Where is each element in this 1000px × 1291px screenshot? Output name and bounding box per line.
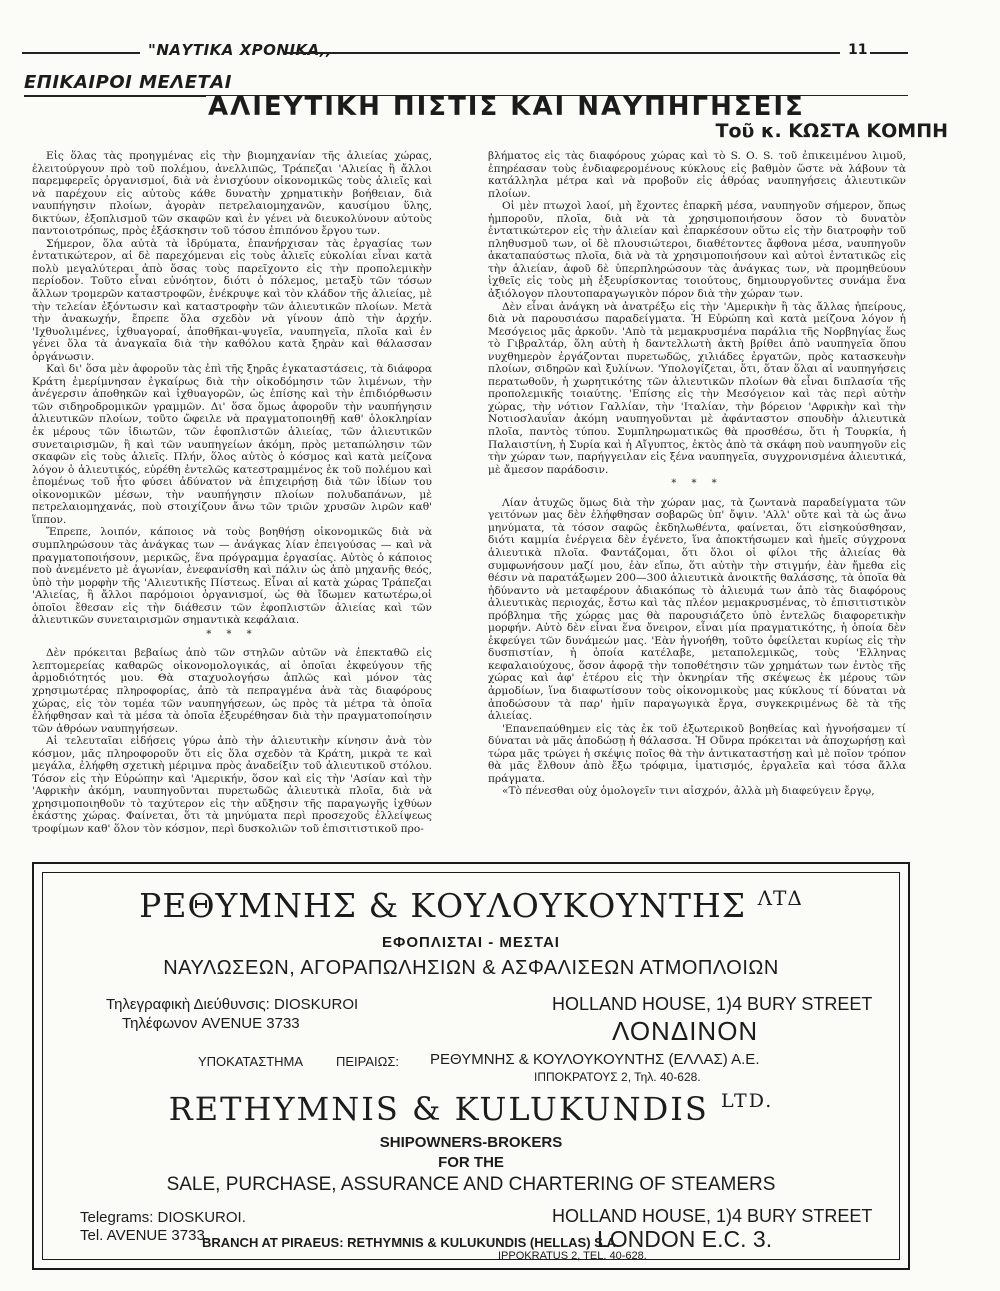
ad-greek-subtitle: ΕΦΟΠΛΙΣΤΑΙ - ΜΕΣΤΑΙ [382, 934, 560, 951]
page-number: 11 [848, 42, 868, 58]
article-byline: Τοῦ κ. ΚΩΣΤΑ ΚΟΜΠΗ [715, 120, 948, 142]
article-title: ΑΛΙΕΥΤΙΚΗ ΠΙΣΤΙΣ ΚΑΙ ΝΑΥΠΗΓΗΣΕΙΣ [208, 92, 805, 122]
header-rule-right [285, 52, 840, 54]
section-underline [24, 95, 206, 97]
ad-greek-company-suffix: ΛΤΔ [757, 886, 803, 910]
ad-english-branch-address-line: IPPOKRATUS 2, TEL. 40-628. [498, 1250, 647, 1262]
ad-greek-company-line [34, 886, 908, 925]
ad-english-branch-line: BRANCH AT PIRAEUS: RETHYMNIS & KULUKUNDIS (HELLAS) S.A. [202, 1235, 620, 1250]
ad-greek-branch-city: ΠΕΙΡΑΙΩΣ: [336, 1054, 400, 1069]
paragraph: Ἔπρεπε, λοιπόν, κάποιος νὰ τοὺς βοηθήσῃ οἰκονομικῶς διὰ νὰ συμπληρώσουν τὰς ἀνάγκας των — ἀνάγκας λίαν ἐπειγούσας — καὶ νὰ πραγματοποιήσουν, μερικῶς, ἕνα πρόγραμμα ἐργασίας. Αὐτὸς ὁ κάποιος ποὺ ἀνεμένετο μὲ ἀγωνίαν, ἐνεφανίσθη καὶ πάλιν ὡς ἀπὸ μηχανῆς θεός, ὑπὸ τὴν μορφὴν τῆς 'Αλιευτικῆς Πίστεως. Εἶναι αἱ κατὰ χώρας Τράπεζαι 'Αλιείας, ἢ ἄλλοι παρόμοιοι ὀργανισμοί, ὡς θὰ ἴδωμεν κατωτέρω,οἱ ὁποῖοι ἔθεσαν εἰς τὴν διάθεσιν τῶν ἐφοπλιστῶν ἁλιείας καὶ τῶν ἁλιευτικῶν συνεταιρισμῶν σημαντικὰ κεφάλαια. [32, 526, 432, 627]
ad-english-company: RETHYMNIS & KULUKUNDIS [168, 1090, 709, 1128]
paragraph: Εἰς ὅλας τὰς προηγμένας εἰς τὴν βιομηχανίαν τῆς ἁλιείας χώρας, ἐλειτούργουν πρὸ τοῦ πολέμου, ἀνελλιπῶς, Τράπεζαι 'Αλιείας ἢ ἄλλοι παρεμφερεῖς ὀργανισμοί, διὰ νὰ ἐνισχύουν οἰκονομικῶς τοὺς ἁλιεῖς καὶ νὰ παρέχουν εἰς αὐτοὺς κάθε δυνατὴν χρηματικὴν βοήθειαν, διὰ ναυπήγησιν πλοίων, ἀγορὰν πετρελαιομηχανῶν, καυσίμου ὕλης, δικτύων, ἐξοπλισμοῦ τῶν σκαφῶν καὶ ἐν γένει νὰ διευκολύνουν αὐτοὺς παντοιοτρόπως, πρὸς ἐξάσκησιν τοῦ τόσου ἐπιπόνου ἔργου των. [32, 150, 432, 238]
paragraph: Οἱ μὲν πτωχοὶ λαοί, μὴ ἔχοντες ἐπαρκῆ μέσα, ναυπηγοῦν σήμερον, ὅπως ἠμποροῦν, πλοῖα, διὰ νὰ τὰ χρησιμοποιήσουν ὅσον τὸ δυνατὸν ἐντατικώτερον εἰς τὴν ἁλιείαν καὶ ἐπαρκέσουν οὕτω εἰς τὴν διατροφὴν τοῦ πληθυσμοῦ των, οἱ δὲ πλουσιώτεροι, διαθέτοντες ἄφθονα μέσα, ναυπηγοῦν ἀκαταπαύστως πλοῖα, διὰ νὰ τὰ χρησιμοποιήσουν καὶ αὐτοὶ ἐντατικῶς εἰς τὴν ἁλιείαν, ἀφοῦ δὲ ὑπερπληρώσουν τὰς ἀνάγκας των, νὰ προμηθεύουν ἰχθεῖς εἰς τοὺς μὴ ἐξευρίσκοντας τοιούτους, δημιουργοῦντες συνάμα ἕνα ἀξιόλογον πλουτοπαραγωγικὸν πόρον διὰ τὴν χώραν των. [488, 200, 906, 301]
ad-greek-services: ΝΑΥΛΩΣΕΩΝ, ΑΓΟΡΑΠΩΛΗΣΙΩΝ & ΑΣΦΑΛΙΣΕΩΝ ΑΤΜΟΠΛΟΙΩΝ [163, 957, 779, 979]
paragraph: 'Επανεπαύθημεν εἰς τὰς ἐκ τοῦ ἐξωτερικοῦ βοηθείας καὶ ἠγνοήσαμεν τί δύναται νὰ μᾶς ἀποδώσῃ ἡ θάλασσα. Ἡ Οὔνρα πρόκειται νὰ ἀποχωρήσῃ καὶ τώρα μᾶς τρώγει ἡ σκέψις ποῖος θὰ τὴν ἀντικαταστήσῃ καὶ μὲ ποῖον τρόπον θὰ μᾶς ἔλθουν ἀπὸ ἔξω τρόφιμα, ἱματισμός, ἐργαλεῖα καὶ τόσα ἄλλα πράγματα. [488, 722, 906, 785]
ad-english-city: LONDON E.C. 3. [597, 1226, 773, 1252]
ad-greek-company: ΡΕΘΥΜΝΗΣ & ΚΟΥΛΟΥΚΟΥΝΤΗΣ [139, 886, 747, 925]
ad-english-address: HOLLAND HOUSE, 1)4 BURY STREET [552, 1206, 873, 1226]
paragraph: Καὶ δι' ὅσα μὲν ἀφοροῦν τὰς ἐπὶ τῆς ξηρᾶς ἐγκαταστάσεις, τὰ διάφορα Κράτη ἐμερίμνησαν ἐγκαίρως διὰ τὴν οἰκοδόμησιν τῶν λιμένων, τὴν ἀνέγερσιν ἀποθηκῶν καὶ ἰχθυαγορῶν, ὡς ἐπίσης καὶ τὴν ἐπιδιόρθωσιν τῶν σιδηροδρομικῶν γραμμῶν. Δι' ὅσα ὅμως ἀφοροῦν τὴν ναυπήγησιν ἁλιευτικῶν πλοίων, τοῦτο ὤφειλε νὰ πραγματοποιηθῇ καθ' ὁλοκληρίαν ἐκ μέρους τῶν ἰδιωτῶν, τῶν ἐφοπλιστῶν ἁλιείας, τῶν ἁλιευτικῶν συνεταιρισμῶν, ἢ καὶ τῶν ναυπηγείων ἀκόμη, πρὸς μεταπώλησιν τῶν σκαφῶν εἰς τοὺς ἁλιεῖς. Πλήν, ὅλος αὐτὸς ὁ κόσμος καὶ κατὰ μείζονα λόγον ὁ ἁλιευτικός, εὑρέθη ἐντελῶς κατεστραμμένος ἐκ τοῦ πολέμου καὶ ἑπομένως τοῦ ἦτο φύσει ἀδύνατον νὰ ἐπιχειρήσῃ διὰ τῶν ἰδίων του οἰκονομικῶν μέσων, τὴν ναυπήγησιν πλοίων πολυδαπάνων, μὲ πετρελαιομηχανάς, ποὺ στοιχίζουν ἄνω τῶν τριῶν χρυσῶν λιρῶν καθ' ἵππον. [32, 363, 432, 526]
section-label: ΕΠΙΚΑΙΡΟΙ ΜΕΛΕΤΑΙ [24, 72, 232, 93]
header-rule-end [870, 52, 908, 54]
paragraph: Δὲν πρόκειται βεβαίως ἀπὸ τῶν στηλῶν αὐτῶν νὰ ἐπεκταθῶ εἰς λεπτομερείας καθαρῶς οἰκονομολογικάς, αἱ ὁποῖαι ἐκφεύγουν τῆς ἁρμοδιότητός μου. Θὰ σταχυολογήσω ἁπλῶς καὶ μόνον τὰς χρησιμωτέρας πληροφορίας, ἀπὸ τὰ πεπραγμένα ἀνὰ τὰς διαφόρους χώρας, εἰς τὸν τομέα τῶν ναυπηγήσεων, ὡς πρὸς τὰ μέτρα τὰ ὁποῖα ἐλήφθησαν καὶ τὰ μέσα τὰ ὁποῖα ἐξευρέθησαν διὰ τὴν πραγματοποίησιν τῶν ἀθρόων ναυπηγήσεων. [32, 647, 432, 735]
ad-greek-city: ΛΟΝΔΙΝΟΝ [612, 1016, 759, 1046]
section-separator: * * * [671, 478, 723, 490]
header-rule-left [22, 52, 140, 54]
paragraph: βλήματος εἰς τὰς διαφόρους χώρας καὶ τὸ S. Ο. S. τοῦ ἐπικειμένου λιμοῦ, ἐπηρέασαν τοὺς ἐνδιαφερομένους κύκλους εἰς βαθμὸν ὥστε νὰ λάβουν τὰ κατάλληλα μέτρα καὶ νὰ προβοῦν εἰς ἀθρόας ναυπηγήσεις ἁλιευτικῶν πλοίων. [488, 150, 906, 200]
article-right-column [488, 150, 906, 798]
ad-greek-phone: Τηλέφωνον AVENUE 3733 [122, 1015, 300, 1032]
ad-english-company-suffix: LTD. [720, 1090, 774, 1112]
ad-english-subtitle: SHIPOWNERS-BROKERS [379, 1134, 563, 1151]
ad-english-telegrams: Telegrams: DIOSKUROI. [80, 1209, 246, 1226]
ad-greek-telegraph: Τηλεγραφικὴ Διεύθυνσις: DIOSKUROI [106, 996, 359, 1013]
paragraph: Δὲν εἶναι ἀνάγκη νὰ ἀνατρέξω εἰς τὴν 'Αμερικὴν ἢ τὰς ἄλλας ἠπείρους, διὰ νὰ παρουσιάσω παραδείγματα. Ἡ Εὐρώπη καὶ κατὰ μείζονα λόγον ἡ Μεσόγειος μᾶς ἀρκοῦν. 'Απὸ τὰ μεμακρυσμένα παράλια τῆς Νορβηγίας ἕως τὸ Γιβραλτάρ, ὅλη αὐτὴ ἡ δαντελλωτὴ ἀκτὴ βρίθει ἀπὸ ναυπηγεῖα ὅπου νυχθημερὸν ἐργάζονται πυρετωδῶς, χιλιάδες ἐργατῶν, πρὸς κατασκευὴν πλοίων, σιδηρῶν καὶ ξυλίνων. 'Υπολογίζεται, ὅτι, ὅταν ὅλαι αἱ ναυπηγήσεις περατωθοῦν, ἡ χωρητικότης τῶν ἁλιευτικῶν πλοίων θὰ εἶναι διπλασία τῆς προπολεμικῆς τοιαύτης. 'Επίσης εἰς τὴν Μεσόγειον καὶ τὰς περὶ αὐτὴν χώρας, τὴν νότιον Γαλλίαν, τὴν 'Ιταλίαν, τὴν βόρειον 'Αφρικὴν καὶ τὴν Νοτιοσλαυΐαν ἀκόμη ναυπηγοῦνται μὲ ἀφάνταστον σπουδὴν ἁλιευτικὰ πλοῖα, παντὸς τύπου. Συμπληρωματικῶς θὰ προσθέσω, ὅτι ἡ Τουρκία, ἡ Παλαιστίνη, ἡ Συρία καὶ ἡ Αἴγυπτος, ἐκτὸς ἀπὸ τὰ σκάφη ποὺ ναυπηγοῦν εἰς τὴν χώραν των, παρήγγειλαν εἰς ξένα ναυπηγεῖα, συγχρονισμένα ἁλιευτικά, μὲ ἄμεσον παράδοσιν. [488, 300, 906, 476]
ad-english-for-the: FOR THE [438, 1154, 504, 1171]
ad-english-tel: Tel. AVENUE 3733. [80, 1227, 209, 1244]
paragraph: Λίαν ἀτυχῶς ὅμως διὰ τὴν χώραν μας, τὰ ζωντανὰ παραδείγματα τῶν γειτόνων μας δὲν ἐλήφθησαν σοβαρῶς ὑπ' ὄψιν. 'Αλλ' οὔτε καὶ τὰ ὡς ἄνω μηνύματα, τὰ τόσον σαφῶς ἐκδηλωθέντα, φαίνεται, ὅτι εἰσηκούσθησαν, διότι καμμία ἐνέργεια δὲν ἐγένετο, ἵνα ἀποκτήσωμεν καὶ ἡμεῖς σύγχρονα ἁλιευτικὰ πλοῖα. Φαντάζομαι, ὅτι ὅλοι οἱ φίλοι τῆς ἁλιείας θὰ συμφωνήσουν μαζί μου, ἐὰν εἴπω, ὅτι αὐτὴν τὴν στιγμήν, ἐὰν ἤμεθα εἰς θέσιν νὰ παρατάξωμεν 200—300 ἁλιευτικὰ ἀνοικτῆς θαλάσσης, τὰ ὁποῖα θὰ ἠδύναντο νὰ μεταφέρουν ἀδιακόπως τὸ ἁλιευμά των ἀπὸ τὰς διαφόρους ἁλιευτικὰς περιοχάς, ἔστω καὶ τὰς πλέον μεμακρυσμένας, τὸ ἐπισιτιστικὸν πρόβλημα τῆς χώρας μας θὰ παρουσιάζετο ὑπὸ ἐντελῶς διαφορετικὴν μορφήν. Αὐτὸ δὲν εἶναι ἕνα ὄνειρον, εἶναι μία πραγματικότης, ἡ ὁποία δὲν ἐκφεύγει τῶν δυνάμεών μας. 'Εὰν ἠγνοήθη, τοῦτο ὀφείλεται κυρίως εἰς τὴν δυσπιστίαν, ἡ ὁποία κατέλαβε, μεταπολεμικῶς, τοὺς 'Ελληνας κεφαλαιούχους, ὅσον ἀφορᾷ τὴν τοποθέτησιν τῶν χρημάτων των ἐντὸς τῆς χώρας καὶ ἀφ' ἑτέρου εἰς τὴν ὀκνηρίαν τῆς σκέψεως ἐκ μέρους τῶν ἁρμοδίων, ἵνα διαφωτίσουν τοὺς οἰκονομικοὺς μας κύκλους τί δύναται νὰ ἀποδώσουν τὰ παρ' ἡμῖν παραγωγικὰ ἔργα, συγκεκριμένως δὲ τὰ τῆς ἁλιείας. [488, 496, 906, 723]
paragraph: Σήμερον, ὅλα αὐτὰ τὰ ἱδρύματα, ἐπανήρχισαν τὰς ἐργασίας των ἐντατικώτερον, αἱ δὲ παρεχόμεναι εἰς τοὺς ἁλιεῖς εὐκολίαι εἶναι κατὰ πολὺ μεγαλύτεραι ἀπὸ ὅσας τοὺς παρεῖχοντο εἰς τὴν προπολεμικὴν περίοδον. Τοῦτο εἶναι εὐνόητον, διότι ὁ πόλεμος, μεταξὺ τῶν τόσων ἄλλων τρομερῶν καταστροφῶν, ἐνέκρυψε καὶ τὸν κλάδον τῆς ἁλιείας, μὲ τὴν τελείαν ἐξόντωσιν καὶ καταστροφὴν τῶν ἁλιευτικῶν πλοίων. Μετὰ τὴν ἀνακωχήν, ἔπρεπε ὅλα σχεδὸν νὰ γίνουν ἀπὸ τὴν ἀρχήν. 'Ιχθυολιμένες, ἰχθυαγοραί, ἀποθῆκαι-ψυγεῖα, ναυπηγεῖα, πλοῖα καὶ ἐν γένει ὅλα τὰ ἀναγκαῖα διὰ τὴν καθόλου κατὰ ξηρὰν καὶ θάλασσαν ὀργάνωσιν. [32, 237, 432, 363]
ad-greek-address: HOLLAND HOUSE, 1)4 BURY STREET [552, 994, 873, 1014]
ad-greek-branch-address: ΙΠΠΟΚΡΑΤΟΥΣ 2, Τηλ. 40-628. [534, 1070, 701, 1084]
header-title: "ΝΑΥΤΙΚΑ ΧΡΟΝΙΚΑ,, [148, 41, 333, 59]
ad-greek-branch-label: ΥΠΟΚΑΤΑΣΤΗΜΑ [198, 1054, 304, 1069]
advertisement-box [32, 862, 910, 1270]
ad-greek-branch-name: ΡΕΘΥΜΝΗΣ & ΚΟΥΛΟΥΚΟΥΝΤΗΣ (ΕΛΛΑΣ) Α.Ε. [430, 1051, 760, 1068]
ad-english-services: SALE, PURCHASE, ASSURANCE AND CHARTERING OF STEAMERS [166, 1174, 776, 1195]
paragraph: «Τὸ πένεσθαι οὐχ ὁμολογεῖν τινι αἰσχρόν, ἀλλὰ μὴ διαφεύγειν ἔργῳ, [502, 785, 875, 798]
paragraph: Αἱ τελευταῖαι εἰδήσεις γύρω ἀπὸ τὴν ἁλιευτικὴν κίνησιν ἀνὰ τὸν κόσμον, μᾶς πληροφοροῦν ὅτι εἰς ὅλα σχεδὸν τὰ Κράτη, μικρὰ τε καὶ μεγάλα, ἐλήφθη σχετικὴ μέριμνα πρὸς ἀναδείξιν τοῦ ἁλιευτικοῦ στόλου. Τόσον εἰς τὴν Εὐρώπην καὶ 'Αμερικήν, ὅσον καὶ εἰς τὴν 'Ασίαν καὶ τὴν 'Αφρικὴν ἀκόμη, ναυπηγοῦνται πυρετωδῶς ἁλιευτικὰ πλοῖα, διὰ νὰ χρησιμοποιηθοῦν τὸ ταχύτερον εἰς τὴν αὔξησιν τῆς παραγωγῆς ἰχθύων ἑκάστης χώρας. Φαίνεται, ὅτι τὰ μηνύματα περὶ προσεχοῦς ἐλλείψεως τροφίμων καθ' ὅλον τὸν κόσμον, περὶ δυσκολιῶν τοῦ ἐπισιτιστικοῦ προ- [32, 735, 432, 835]
ad-english-company-line [34, 1090, 908, 1128]
section-separator: * * * [206, 628, 258, 640]
article-left-column [32, 150, 432, 836]
